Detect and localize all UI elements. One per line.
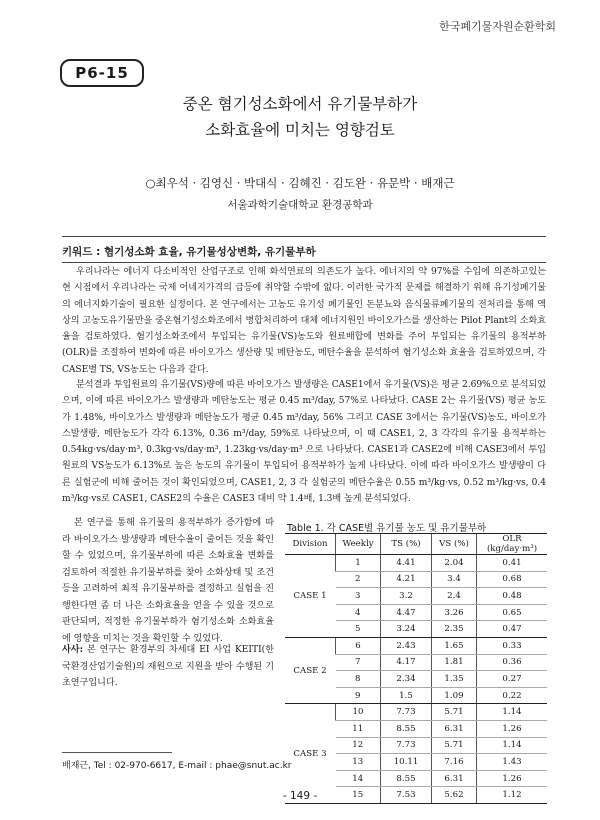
table-cell: 2.43 bbox=[381, 637, 432, 654]
table-cell: 0.41 bbox=[477, 555, 548, 572]
table-cell: 1.43 bbox=[477, 754, 548, 771]
table-cell: 8.55 bbox=[381, 770, 432, 787]
table-header-cell: Weekly bbox=[336, 534, 381, 555]
table-cell: 1.26 bbox=[477, 720, 548, 737]
authors: ○최우석 · 김영신 · 박대식 · 김혜진 · 김도완 · 유문박 · 배재근 bbox=[145, 176, 455, 190]
table-cell: 6 bbox=[336, 637, 381, 654]
table-cell: 3.26 bbox=[432, 604, 477, 621]
table-row bbox=[285, 555, 547, 572]
table-cell: 6.31 bbox=[432, 770, 477, 787]
data-table bbox=[285, 533, 547, 804]
table-cell: 2.4 bbox=[432, 588, 477, 605]
table-cell: 5.62 bbox=[432, 787, 477, 804]
table-cell: 0.68 bbox=[477, 571, 548, 588]
title-line-1: 중온 혐기성소화에서 유기물부하가 bbox=[182, 95, 418, 113]
table-cell: 13 bbox=[336, 754, 381, 771]
table-cell: 0.47 bbox=[477, 621, 548, 638]
table-cell: 2.35 bbox=[432, 621, 477, 638]
body-paragraph-1: 우리나라는 에너지 다소비적인 산업구조로 인해 화석연료의 의존도가 높다. 에너지의 약 97%를 수입에 의존하고있는 현 시점에서 우리나라는 국제 어네지가격의 급등에 취약할 수밖에 없다. 이러한 국가적 문제를 해결하기 위해 유기성폐기물의 에너지화기술이 필요한 실정이다. 본 연구에서는 고농도 유기성 폐기물인 돈분뇨와 음식물류폐기물의 전처리를 통해 액상의 고농도유기물만을 중온혐기성소화조에서 병합처리하여 대체 에너지원인 바이오가스를 생산하는 Pilot Plant의 소화효율을 검토하였다. 혐기성소화조에서 투입되는 유기물(VS)농도와 원료배합에 변화를 주어 투입되는 유기물의 용적부하(OLR)를 조절하여 변화에 따른 바이오가스 생산량 및 메탄농도, 메탄수율을 분석하여 혐기성소화 효율을 검토하였으며, 각 CASE별 TS, VS농도는 다음과 같다. bbox=[62, 267, 546, 375]
table-cell: 7.73 bbox=[381, 704, 432, 721]
table-cell: 1.5 bbox=[381, 687, 432, 704]
society-header: 한국폐기물자원순환학회 bbox=[439, 20, 556, 33]
table-row bbox=[285, 637, 547, 654]
keywords-bottom-rule bbox=[62, 262, 546, 263]
table-cell: 9 bbox=[336, 687, 381, 704]
table-cell: 0.48 bbox=[477, 588, 548, 605]
table-cell: 1.12 bbox=[477, 787, 548, 804]
table-division-cell: CASE 1 bbox=[285, 555, 336, 638]
table-cell: 5.71 bbox=[432, 704, 477, 721]
table-cell: 4.21 bbox=[381, 571, 432, 588]
table-cell: 0.22 bbox=[477, 687, 548, 704]
table-cell: 2.04 bbox=[432, 555, 477, 572]
table-header-cell: VS (%) bbox=[432, 534, 477, 555]
table-cell: 3.4 bbox=[432, 571, 477, 588]
table-cell: 6.31 bbox=[432, 720, 477, 737]
footnote: 배재근, Tel : 02-970-6617, E-mail : phae@snut.ac.kr bbox=[62, 761, 292, 771]
table-cell: 15 bbox=[336, 787, 381, 804]
table-cell: 7 bbox=[336, 654, 381, 671]
acknowledgement-text: 본 연구는 환경부의 차세대 EI 사업 KEITI(한국환경산업기술원)의 재원으로 지원을 받아 수행된 기초연구입니다. bbox=[62, 645, 274, 688]
table-cell: 4.47 bbox=[381, 604, 432, 621]
table-cell: 1.26 bbox=[477, 770, 548, 787]
table-header-cell: OLR (kg/day·m³) bbox=[477, 534, 548, 555]
table-row bbox=[285, 704, 547, 721]
table-cell: 0.65 bbox=[477, 604, 548, 621]
table-cell: 5 bbox=[336, 621, 381, 638]
acknowledgement bbox=[62, 642, 274, 692]
table-cell: 3.2 bbox=[381, 588, 432, 605]
table-cell: 10 bbox=[336, 704, 381, 721]
table-caption: Table 1. 각 CASE별 유기물 농도 및 유기물부하 bbox=[287, 523, 487, 534]
body-paragraph-2: 분석결과 투입원료의 유기물(VS)량에 따른 바이오가스 발생량은 CASE1에서 유기물(VS)은 평균 2.69%으로 분석되었으며, 이에 따른 바이오가스 발생량과 메탄농도는 평균 0.45 m³/day, 57%로 나타났다. CASE 2는 유기물(VS) 평균 농도가 1.48%, 바이오가스 발생량과 메탄농도가 평균 0.45 m³/day, 56% 그리고 CASE 3에서는 유기물(VS)농도, 바이오가스발생량, 메탄농도가 각각 6.13%, 0.36 m³/day, 59%로 나타났으며, 이 때 CASE1, 2, 3 각각의 유기물 용적부하는 0.54kg·vs/day·m³, 0.3kg·vs/day·m³, 1.23kg·vs/day·m³ 으로 나타났다. CASE1과 CASE2에 비해 CASE3에서 투입원료의 VS농도가 6.13%로 높은 농도의 유기물이 투입되어 용적부하가 높게 나타났다. 이에 따라 바이오가스 발생량이 다른 실험군에 비해 줄어든 것이 확인되었으며, CASE1, 2, 3 각 실험군의 메탄수율은 0.55 m³/kg·vs, 0.52 m³/kg·vs, 0.4 m³/kg·vs로 CASE1, CASE2의 수율은 CASE3 대비 약 1.4배, 1.3배 높게 분석되었다. bbox=[62, 380, 546, 505]
table-cell: 7.53 bbox=[381, 787, 432, 804]
table-cell: 4.17 bbox=[381, 654, 432, 671]
table-cell: 10.11 bbox=[381, 754, 432, 771]
table-cell: 1.65 bbox=[432, 637, 477, 654]
table-cell: 4 bbox=[336, 604, 381, 621]
table-cell: 1.81 bbox=[432, 654, 477, 671]
table-cell: 4.41 bbox=[381, 555, 432, 572]
table-cell: 1 bbox=[336, 555, 381, 572]
affiliation: 서울과학기술대학교 환경공학과 bbox=[227, 199, 373, 211]
table-cell: 7.73 bbox=[381, 737, 432, 754]
table-header-cell: Division bbox=[285, 534, 336, 555]
footnote-rule bbox=[62, 752, 172, 753]
paper-id-badge: P6-15 bbox=[60, 59, 144, 87]
table-cell: 1.35 bbox=[432, 671, 477, 688]
table-cell: 5.71 bbox=[432, 737, 477, 754]
table-header-cell: TS (%) bbox=[381, 534, 432, 555]
table-header-row bbox=[285, 534, 547, 555]
keywords-top-rule bbox=[62, 236, 546, 237]
table-cell: 3.24 bbox=[381, 621, 432, 638]
table-cell: 2.34 bbox=[381, 671, 432, 688]
page-number: - 149 - bbox=[282, 790, 318, 802]
table-cell: 0.33 bbox=[477, 637, 548, 654]
table-cell: 8 bbox=[336, 671, 381, 688]
keywords: 키워드 : 혐기성소화 효율, 유기물성상변화, 유기물부하 bbox=[62, 246, 316, 258]
table-cell: 12 bbox=[336, 737, 381, 754]
table-cell: 1.09 bbox=[432, 687, 477, 704]
table-cell: 1.14 bbox=[477, 737, 548, 754]
table-cell: 3 bbox=[336, 588, 381, 605]
acknowledgement-label: 사사: bbox=[62, 644, 83, 655]
table-division-cell: CASE 2 bbox=[285, 637, 336, 703]
body-paragraph-3: 본 연구를 통해 유기물의 용적부하가 증가함에 따라 바이오가스 발생량과 메탄수율이 줄어든 것을 확인 할 수 있었으며, 유기물부하에 따른 소화효율 변화를 검토하여 적절한 유기물부하를 찾아 소화상태 및 조건 등을 고려하여 최적 유기물부하를 결정하고 실험을 진행한다면 좀 더 나은 소화효율을 얻을 수 있을 것으로 판단되며, 적정한 유기물부하가 혐기성소화 소화효율에 영향을 미치는 것을 확인할 수 있었다. bbox=[62, 518, 274, 644]
table-division-cell: CASE 3 bbox=[285, 704, 336, 804]
table-cell: 0.27 bbox=[477, 671, 548, 688]
title-line-2: 소화효율에 미치는 영향검토 bbox=[205, 121, 395, 139]
table-cell: 2 bbox=[336, 571, 381, 588]
table-cell: 11 bbox=[336, 720, 381, 737]
table-cell: 14 bbox=[336, 770, 381, 787]
table-cell: 1.14 bbox=[477, 704, 548, 721]
table-cell: 0.36 bbox=[477, 654, 548, 671]
table-cell: 8.55 bbox=[381, 720, 432, 737]
table-cell: 7.16 bbox=[432, 754, 477, 771]
